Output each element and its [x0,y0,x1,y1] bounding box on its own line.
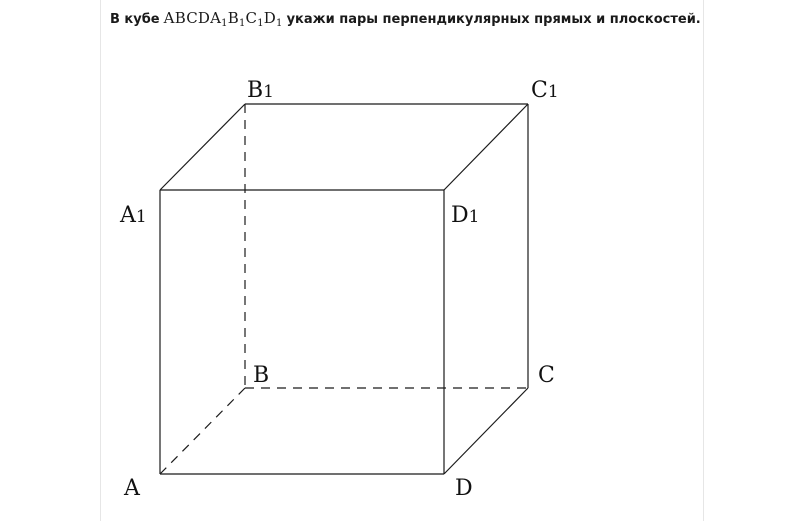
vertex-label-b1: B1 [247,78,274,103]
vertex-label-a: A [124,476,140,501]
task-suffix: укажи пары перпендикулярных прямых и плоскостей. [286,12,701,27]
vertex-label-c1: C1 [531,78,559,103]
edge-c1-d1 [444,104,528,190]
vertex-label-a1: A1 [120,203,147,228]
vertex-label-d: D [455,476,473,501]
vertex-label-b: B [253,363,270,388]
edge-a1-b1 [160,104,245,190]
vertex-label-c: C [538,363,555,388]
task-prefix: В кубе [110,12,160,27]
vertex-label-d1: D1 [451,203,480,228]
cube-name: $ABCDA_1B_1C_1D_1$ [163,9,283,29]
edge-b-a-hidden [160,388,245,474]
edge-c-d [444,388,528,474]
